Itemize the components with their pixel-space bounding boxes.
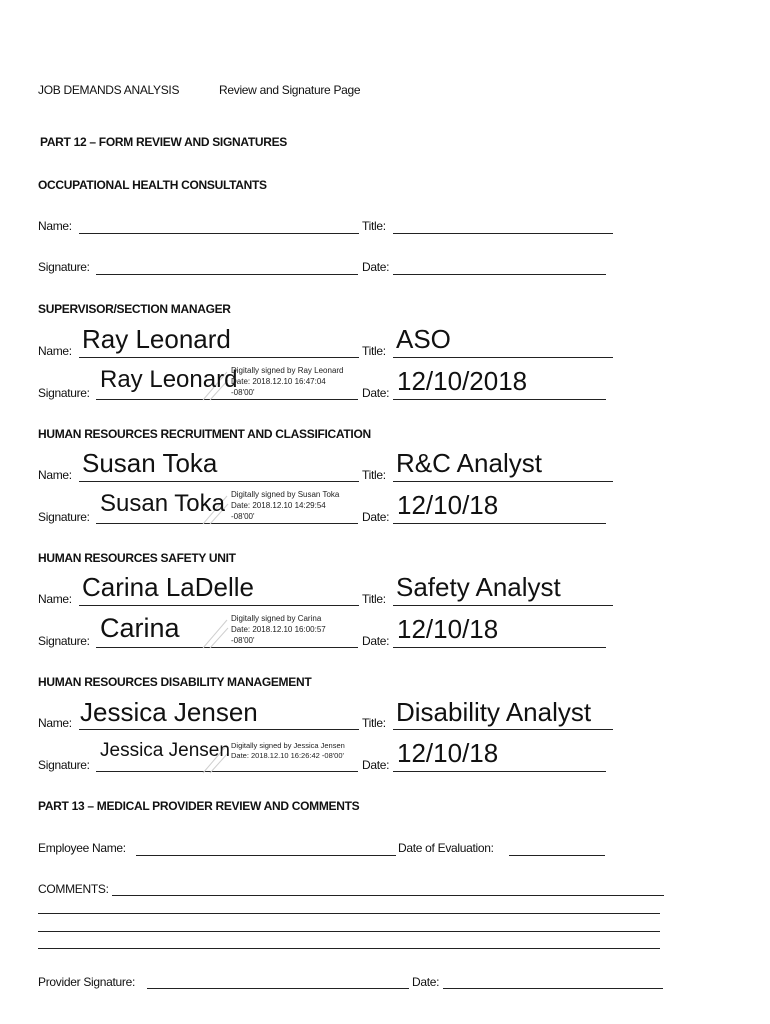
provider-signature-field[interactable] bbox=[147, 988, 409, 989]
digital-signature-name[interactable]: Carina bbox=[100, 613, 180, 643]
provider-date-label: Date: bbox=[412, 975, 440, 989]
signature-detail-line: Date: 2018.12.10 16:00:57 bbox=[231, 625, 326, 634]
signature-detail-line: Digitally signed by Carina bbox=[231, 614, 322, 623]
employee-name-field[interactable] bbox=[136, 855, 396, 856]
section-heading: HUMAN RESOURCES RECRUITMENT AND CLASSIFICATION bbox=[38, 427, 371, 441]
part12-title: PART 12 – FORM REVIEW AND SIGNATURES bbox=[40, 135, 288, 149]
name-field[interactable] bbox=[79, 605, 359, 606]
name-label: Name: bbox=[38, 716, 72, 730]
signature-detail-line: -08'00' bbox=[231, 512, 255, 521]
signature-label: Signature: bbox=[38, 510, 90, 524]
signature-detail-line: Date: 2018.12.10 16:47:04 bbox=[231, 377, 326, 386]
digital-signature-details bbox=[231, 365, 344, 398]
provider-signature-label: Provider Signature: bbox=[38, 975, 136, 989]
signature-label: Signature: bbox=[38, 260, 90, 274]
title-field[interactable] bbox=[393, 605, 613, 606]
name-field[interactable] bbox=[79, 481, 359, 482]
date-value: 12/10/18 bbox=[397, 614, 499, 644]
title-value: R&C Analyst bbox=[396, 448, 542, 478]
title-label: Title: bbox=[362, 592, 386, 606]
section-heading: HUMAN RESOURCES SAFETY UNIT bbox=[38, 551, 236, 565]
date-field[interactable] bbox=[393, 771, 606, 772]
document-header-right: Review and Signature Page bbox=[219, 83, 361, 97]
employee-name-label: Employee Name: bbox=[38, 841, 126, 855]
name-value: Jessica Jensen bbox=[80, 697, 258, 727]
title-value: Safety Analyst bbox=[396, 572, 561, 602]
name-label: Name: bbox=[38, 344, 72, 358]
date-of-evaluation-field[interactable] bbox=[509, 855, 605, 856]
date-field[interactable] bbox=[393, 399, 606, 400]
signature-detail-line: Date: 2018.12.10 14:29:54 bbox=[231, 501, 326, 510]
section-heading: SUPERVISOR/SECTION MANAGER bbox=[38, 302, 231, 316]
signature-detail-line: Digitally signed by Susan Toka bbox=[231, 490, 340, 499]
title-field[interactable] bbox=[393, 357, 613, 358]
name-value: Carina LaDelle bbox=[82, 572, 254, 602]
date-label: Date: bbox=[362, 260, 390, 274]
name-field[interactable] bbox=[79, 357, 359, 358]
comments-line[interactable] bbox=[112, 895, 664, 896]
name-field[interactable] bbox=[79, 729, 359, 730]
signature-detail-line: Date: 2018.12.10 16:26:42 -08'00' bbox=[231, 751, 344, 760]
comments-label: COMMENTS: bbox=[38, 882, 109, 896]
title-field[interactable] bbox=[393, 481, 613, 482]
section-heading: OCCUPATIONAL HEALTH CONSULTANTS bbox=[38, 178, 267, 192]
signature-label: Signature: bbox=[38, 386, 90, 400]
name-value: Susan Toka bbox=[82, 448, 218, 478]
digital-signature-name[interactable]: Susan Toka bbox=[100, 490, 225, 517]
signature-detail-line: -08'00' bbox=[231, 388, 255, 397]
signature-label: Signature: bbox=[38, 758, 90, 772]
signature-label: Signature: bbox=[38, 634, 90, 648]
comments-line[interactable] bbox=[38, 931, 660, 932]
title-field[interactable] bbox=[393, 233, 613, 234]
title-label: Title: bbox=[362, 344, 386, 358]
date-field[interactable] bbox=[393, 647, 606, 648]
title-field[interactable] bbox=[393, 729, 613, 730]
date-field[interactable] bbox=[393, 274, 606, 275]
name-label: Name: bbox=[38, 468, 72, 482]
title-label: Title: bbox=[362, 468, 386, 482]
signature-detail-line: Digitally signed by Jessica Jensen bbox=[231, 741, 345, 750]
digital-signature-details bbox=[231, 489, 339, 522]
title-label: Title: bbox=[362, 716, 386, 730]
digital-signature-details bbox=[231, 613, 326, 646]
name-field[interactable] bbox=[79, 233, 359, 234]
name-label: Name: bbox=[38, 592, 72, 606]
date-value: 12/10/18 bbox=[397, 738, 499, 768]
digital-signature-name[interactable]: Ray Leonard bbox=[100, 366, 238, 393]
comments-line[interactable] bbox=[38, 948, 660, 949]
part13-title: PART 13 – MEDICAL PROVIDER REVIEW AND COMMENTS bbox=[38, 799, 360, 813]
date-label: Date: bbox=[362, 634, 390, 648]
signature-check-mark bbox=[200, 618, 230, 650]
date-label: Date: bbox=[362, 510, 390, 524]
section-heading: HUMAN RESOURCES DISABILITY MANAGEMENT bbox=[38, 675, 312, 689]
date-value: 12/10/18 bbox=[397, 490, 499, 520]
digital-signature-name[interactable]: Jessica Jensen bbox=[100, 740, 230, 761]
signature-detail-line: -08'00' bbox=[231, 636, 255, 645]
date-label: Date: bbox=[362, 758, 390, 772]
name-label: Name: bbox=[38, 219, 72, 233]
date-label: Date: bbox=[362, 386, 390, 400]
signature-field[interactable] bbox=[96, 274, 358, 275]
signature-detail-line: Digitally signed by Ray Leonard bbox=[231, 366, 344, 375]
date-value: 12/10/2018 bbox=[397, 366, 528, 396]
date-field[interactable] bbox=[393, 523, 606, 524]
title-value: ASO bbox=[396, 324, 451, 354]
document-header-left: JOB DEMANDS ANALYSIS bbox=[38, 83, 180, 97]
title-label: Title: bbox=[362, 219, 386, 233]
date-of-evaluation-label: Date of Evaluation: bbox=[398, 841, 494, 855]
digital-signature-details bbox=[231, 741, 345, 761]
comments-line[interactable] bbox=[38, 913, 660, 914]
title-value: Disability Analyst bbox=[396, 697, 592, 727]
provider-date-field[interactable] bbox=[443, 988, 663, 989]
name-value: Ray Leonard bbox=[82, 324, 231, 354]
